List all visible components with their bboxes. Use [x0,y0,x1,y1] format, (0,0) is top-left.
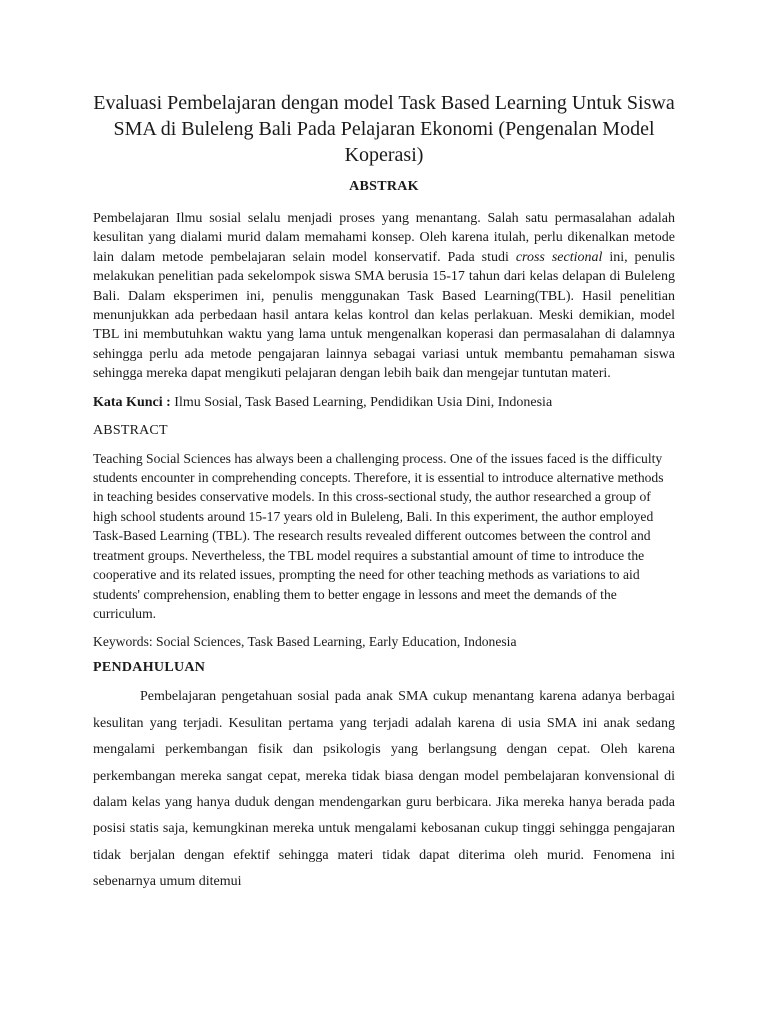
pendahuluan-heading: PENDAHULUAN [93,660,206,676]
abstrak-paragraph [93,209,675,384]
abstrak-italic-term: cross sectional [515,249,603,265]
abstract-paragraph: Teaching Social Sciences has always been a challenging process. One of the issues faced is the difficulty students encounter in comprehending concepts. Therefore, it is essential to introduce alternative methods in teaching besides conservative models. In this cross-sectional study, the author researched a group of high school students around 15-17 years old in Buleleng, Bali. In this experiment, the author employed Task-Based Learning (TBL). The research results revealed different outcomes between the control and treatment groups. Nevertheless, the TBL model requires a substantial amount of time to introduce the cooperative and its related issues, prompting the need for other teaching methods as variations to aid students' comprehension, enabling them to better engage in lessons and meet the demands of the curriculum. [93,450,664,621]
kata-kunci-label: Kata Kunci : [93,394,171,410]
abstrak-text-part-1: Pembelajaran Ilmu sosial selalu menjadi proses yang menantang. Salah satu permasalahan adalah kesulitan yang dialami murid dalam memahami konsep. Oleh karena itulah, perlu dikenalkan metode lain dalam metode pembelajaran selain model konservatif. Pada studi [93,211,675,265]
abstract-heading: ABSTRACT [93,422,168,438]
kata-kunci-line [93,393,675,412]
paper-title: Evaluasi Pembelajaran dengan model Task Based Learning Untuk Siswa SMA di Buleleng Bali Pada Pelajaran Ekonomi (Pengenalan Model Koperasi) [93,92,675,166]
kata-kunci-value: Ilmu Sosial, Task Based Learning, Pendidikan Usia Dini, Indonesia [170,394,553,410]
abstrak-text-part-2: ini, penulis melakukan penelitian pada sekelompok siswa SMA berusia 15-17 tahun dari kelas delapan di Buleleng Bali. Dalam eksperimen ini, penulis menggunakan Task Based Learning(TBL). Hasil penelitian menunjukkan ada perbedaan hasil antara kelas kontrol dan kelas perlakuan. Meski demikian, model TBL ini membutuhkan waktu yang lama untuk mengenalkan koperasi dan permasalahan di dalamnya sehingga perlu ada metode pengajaran lainnya sebagai variasi untuk membantu pemahaman siswa sehingga mereka dapat mengikuti pelajaran dengan lebih baik dan mengejar tuntutan materi. [93,249,675,382]
pendahuluan-paragraph: Pembelajaran pengetahuan sosial pada anak SMA cukup menantang karena adanya berbagai kesulitan yang terjadi. Kesulitan pertama yang terjadi adalah karena di usia SMA ini anak sedang mengalami perkembangan fisik dan psikologis yang berlangsung dengan cepat. Oleh karena perkembangan mereka sangat cepat, mereka tidak biasa dengan model pembelajaran konvensional di dalam kelas yang hanya duduk dengan mendengarkan guru berbicara. Jika mereka hanya berada pada posisi statis saja, kemungkinan mereka untuk mengalami kebosanan cukup tinggi sehingga pengajaran tidak berjalan dengan efektif sehingga materi tidak dapat diterima oleh murid. Fenomena ini sebenarnya umum ditemui [93,689,675,890]
abstrak-heading: ABSTRAK [349,179,419,194]
keywords-line: Keywords: Social Sciences, Task Based Learning, Early Education, Indonesia [93,634,517,650]
